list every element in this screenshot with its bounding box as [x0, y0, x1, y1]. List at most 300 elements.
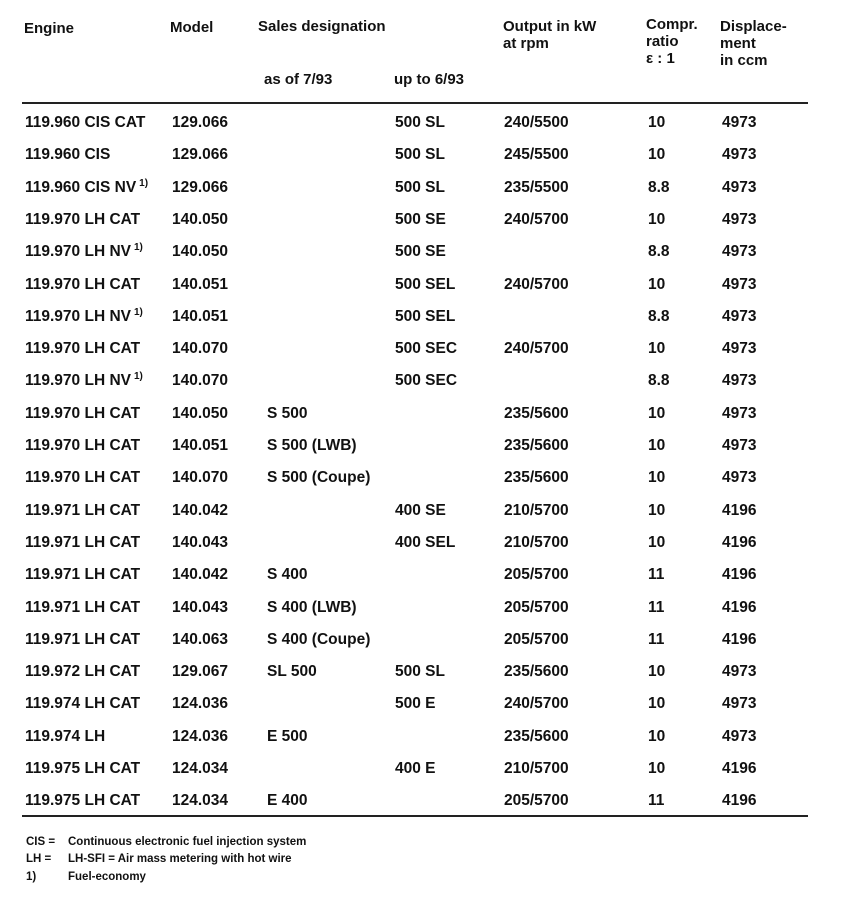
cell-model: [172, 437, 228, 454]
cell-displacement-text: 4973: [722, 469, 757, 487]
cell-as-of: [267, 566, 308, 583]
header-output: Output in kW at rpm: [503, 18, 597, 52]
cell-engine-text: 119.975 LH CAT: [25, 760, 141, 777]
cell-displacement: [722, 663, 756, 680]
cell-displacement: [722, 276, 756, 293]
cell-model-text: 140.042: [172, 566, 229, 584]
cell-compression-ratio-text: 11: [648, 630, 665, 648]
cell-model: [172, 308, 228, 325]
cell-engine: [25, 566, 140, 583]
cell-model: [172, 146, 228, 163]
header-sales-designation: Sales designation: [258, 18, 386, 35]
cell-output-text: 235/5600: [504, 437, 569, 454]
cell-output: [504, 728, 569, 745]
cell-model: [172, 695, 228, 712]
cell-model: [172, 599, 228, 616]
cell-compression-ratio: [648, 340, 665, 357]
cell-model-text: 140.070: [172, 469, 229, 487]
table-row: [22, 719, 808, 751]
cell-compression-ratio-text: 10: [648, 469, 666, 487]
cell-model-text: 129.067: [172, 663, 229, 681]
cell-displacement: [722, 728, 756, 745]
table-row: [22, 299, 808, 331]
cell-model-text: 140.051: [172, 437, 229, 454]
cell-up-to: [395, 502, 446, 519]
cell-model: [172, 792, 228, 809]
cell-output: [504, 695, 569, 712]
cell-displacement-text: 4973: [722, 178, 757, 196]
cell-as-of-text: S 500: [267, 404, 308, 422]
footnote-marker: 1): [133, 242, 143, 254]
cell-compression-ratio: [648, 663, 665, 680]
table-row: [22, 202, 808, 234]
cell-model: [172, 114, 228, 131]
cell-output-text: 240/5700: [504, 275, 569, 293]
cell-compression-ratio: [648, 308, 670, 325]
cell-up-to: [395, 114, 445, 131]
cell-displacement: [722, 760, 756, 777]
table-bottom-rule: [22, 815, 808, 817]
cell-up-to: [395, 243, 446, 260]
cell-displacement: [722, 243, 756, 260]
cell-engine: [25, 502, 140, 519]
cell-engine: [25, 728, 105, 745]
cell-output-text: 205/5700: [504, 598, 569, 616]
cell-output: [504, 663, 569, 680]
cell-engine: [25, 469, 140, 486]
cell-up-to: [395, 760, 436, 777]
cell-compression-ratio-text: 10: [648, 146, 666, 164]
cell-engine: [25, 405, 140, 422]
cell-model: [172, 340, 228, 357]
cell-output: [504, 405, 569, 422]
table-row: [22, 622, 808, 654]
cell-model: [172, 469, 228, 486]
cell-engine-text: 119.960 CIS NV: [25, 178, 137, 196]
cell-engine: [25, 663, 140, 680]
cell-output-text: 235/5500: [504, 178, 569, 196]
cell-output: [504, 211, 569, 228]
cell-compression-ratio-text: 8.8: [648, 243, 670, 261]
cell-model-text: 140.063: [172, 630, 229, 648]
cell-engine: [25, 631, 140, 648]
cell-displacement: [722, 179, 756, 196]
header-rule: [22, 102, 808, 104]
cell-output-text: 240/5700: [504, 340, 569, 358]
legend-line: [26, 852, 292, 866]
cell-output-text: 235/5600: [504, 404, 569, 422]
cell-output: [504, 146, 569, 163]
cell-up-to: [395, 372, 457, 389]
cell-up-to-text: 500 SL: [395, 146, 445, 164]
cell-model-text: 140.050: [172, 243, 229, 261]
cell-up-to-text: 500 SE: [395, 210, 446, 228]
cell-engine-text: 119.970 LH CAT: [25, 404, 141, 422]
cell-output: [504, 599, 569, 616]
table-row: [22, 493, 808, 525]
cell-displacement: [722, 599, 756, 616]
cell-up-to-text: 500 SEC: [395, 372, 458, 390]
cell-engine: [25, 179, 148, 198]
cell-displacement-text: 4973: [722, 275, 757, 293]
cell-output: [504, 469, 569, 486]
cell-compression-ratio: [648, 437, 665, 454]
cell-displacement: [722, 566, 756, 583]
legend-line: [26, 870, 146, 884]
cell-engine-text: 119.971 LH CAT: [25, 566, 141, 584]
cell-compression-ratio: [648, 534, 665, 551]
cell-up-to: [395, 211, 446, 228]
cell-output-text: 205/5700: [504, 630, 569, 648]
cell-output: [504, 437, 569, 454]
cell-engine: [25, 792, 140, 809]
cell-engine: [25, 695, 140, 712]
cell-compression-ratio: [648, 276, 665, 293]
cell-as-of-text: SL 500: [267, 663, 317, 681]
cell-model-text: 140.050: [172, 404, 229, 422]
cell-compression-ratio-text: 10: [648, 501, 666, 519]
cell-output-text: 210/5700: [504, 760, 569, 777]
cell-displacement-text: 4196: [722, 598, 757, 616]
cell-compression-ratio: [648, 502, 665, 519]
cell-compression-ratio-text: 11: [648, 566, 665, 584]
cell-compression-ratio-text: 10: [648, 695, 666, 713]
cell-displacement-text: 4196: [722, 566, 757, 584]
cell-model-text: 129.066: [172, 114, 229, 131]
cell-output-text: 240/5700: [504, 210, 569, 228]
cell-model: [172, 276, 228, 293]
cell-engine: [25, 308, 143, 327]
cell-compression-ratio: [648, 469, 665, 486]
cell-displacement: [722, 695, 756, 712]
cell-as-of-text: S 500 (Coupe): [267, 469, 371, 487]
cell-model: [172, 243, 228, 260]
cell-as-of: [267, 663, 317, 680]
table-row: [22, 654, 808, 686]
cell-model-text: 140.043: [172, 533, 229, 551]
cell-up-to-text: 400 E: [395, 760, 436, 777]
cell-compression-ratio-text: 8.8: [648, 372, 670, 390]
cell-model-text: 140.042: [172, 501, 229, 519]
cell-engine-text: 119.974 LH CAT: [25, 695, 141, 713]
cell-as-of-text: S 400 (Coupe): [267, 630, 371, 648]
cell-up-to-text: 500 SEC: [395, 340, 458, 358]
header-compression-ratio: Compr. ratio ε : 1: [646, 16, 698, 67]
cell-compression-ratio-text: 8.8: [648, 178, 670, 196]
cell-as-of: [267, 469, 370, 486]
cell-up-to-text: 500 E: [395, 695, 436, 713]
cell-output-text: 235/5600: [504, 727, 569, 745]
cell-displacement-text: 4196: [722, 501, 757, 519]
cell-engine-text: 119.970 LH CAT: [25, 210, 141, 228]
cell-compression-ratio: [648, 695, 665, 712]
cell-displacement-text: 4196: [722, 533, 757, 551]
cell-output: [504, 760, 569, 777]
cell-displacement-text: 4196: [722, 760, 757, 777]
cell-engine-text: 119.975 LH CAT: [25, 792, 141, 810]
cell-model: [172, 760, 228, 777]
cell-engine: [25, 243, 143, 262]
cell-output: [504, 534, 569, 551]
legend-abbr: LH =: [26, 853, 52, 865]
cell-up-to: [395, 340, 457, 357]
cell-engine-text: 119.970 LH CAT: [25, 340, 141, 358]
cell-model: [172, 534, 228, 551]
cell-compression-ratio-text: 10: [648, 340, 666, 358]
cell-model-text: 124.036: [172, 727, 229, 745]
cell-displacement-text: 4973: [722, 372, 757, 390]
footnote-marker: 1): [139, 177, 149, 189]
cell-model-text: 140.070: [172, 372, 229, 390]
cell-engine: [25, 340, 140, 357]
cell-up-to-text: 500 SE: [395, 243, 446, 261]
cell-up-to-text: 500 SEL: [395, 307, 456, 325]
cell-model: [172, 631, 228, 648]
cell-up-to: [395, 695, 436, 712]
cell-up-to-text: 400 SE: [395, 501, 446, 519]
cell-output-text: 210/5700: [504, 533, 569, 551]
cell-displacement: [722, 211, 756, 228]
cell-output-text: 205/5700: [504, 566, 569, 584]
cell-engine-text: 119.971 LH CAT: [25, 533, 141, 551]
cell-model-text: 124.034: [172, 760, 229, 777]
cell-output: [504, 566, 569, 583]
cell-as-of-text: E 400: [267, 792, 308, 810]
cell-output-text: 210/5700: [504, 501, 569, 519]
cell-displacement-text: 4973: [722, 210, 757, 228]
cell-compression-ratio-text: 10: [648, 760, 666, 777]
cell-displacement: [722, 372, 756, 389]
cell-output-text: 240/5500: [504, 114, 569, 131]
cell-model-text: 129.066: [172, 178, 229, 196]
cell-displacement: [722, 469, 756, 486]
cell-output: [504, 631, 569, 648]
footnote-marker: 1): [133, 371, 143, 383]
cell-compression-ratio-text: 10: [648, 437, 666, 454]
cell-up-to: [395, 179, 445, 196]
table-row: [22, 234, 808, 266]
cell-output-text: 235/5600: [504, 469, 569, 487]
table-row: [22, 137, 808, 169]
cell-engine-text: 119.971 LH CAT: [25, 501, 141, 519]
cell-model: [172, 502, 228, 519]
legend-text: Continuous electronic fuel injection system: [68, 836, 307, 848]
cell-displacement-text: 4973: [722, 404, 757, 422]
cell-model-text: 129.066: [172, 146, 229, 164]
cell-displacement: [722, 792, 756, 809]
header-model: Model: [170, 19, 214, 36]
cell-up-to-text: 500 SL: [395, 114, 445, 131]
cell-up-to: [395, 663, 445, 680]
cell-up-to: [395, 308, 455, 325]
cell-displacement: [722, 502, 756, 519]
table-row: [22, 267, 808, 299]
cell-engine-text: 119.970 LH NV: [25, 243, 131, 261]
cell-compression-ratio: [648, 243, 670, 260]
cell-engine-text: 119.974 LH: [25, 727, 106, 745]
header-engine: Engine: [24, 20, 75, 37]
cell-as-of-text: E 500: [267, 727, 308, 745]
cell-engine: [25, 276, 140, 293]
cell-engine: [25, 534, 140, 551]
cell-as-of: [267, 599, 357, 616]
legend-abbr: CIS =: [26, 836, 56, 848]
cell-output: [504, 179, 569, 196]
cell-engine-text: 119.970 LH CAT: [25, 275, 141, 293]
table-row: [22, 428, 808, 460]
header-up-to: up to 6/93: [394, 71, 465, 88]
cell-compression-ratio-text: 10: [648, 533, 666, 551]
cell-displacement: [722, 405, 756, 422]
table-row: [22, 105, 808, 137]
cell-compression-ratio-text: 10: [648, 663, 666, 681]
cell-as-of: [267, 792, 308, 809]
table-row: [22, 363, 808, 395]
cell-output: [504, 792, 569, 809]
table-row: [22, 170, 808, 202]
cell-compression-ratio: [648, 146, 665, 163]
cell-engine: [25, 437, 140, 454]
cell-output-text: 235/5600: [504, 663, 569, 681]
cell-model-text: 140.051: [172, 275, 229, 293]
cell-compression-ratio: [648, 760, 665, 777]
cell-compression-ratio: [648, 566, 664, 583]
cell-displacement: [722, 437, 756, 454]
cell-compression-ratio-text: 8.8: [648, 307, 670, 325]
cell-displacement: [722, 534, 756, 551]
cell-up-to: [395, 534, 455, 551]
cell-output: [504, 114, 569, 131]
cell-up-to: [395, 146, 445, 163]
cell-model-text: 140.051: [172, 307, 229, 325]
cell-compression-ratio-text: 11: [648, 792, 665, 810]
cell-up-to-text: 400 SEL: [395, 533, 456, 551]
cell-output: [504, 340, 569, 357]
cell-as-of: [267, 728, 308, 745]
cell-compression-ratio-text: 10: [648, 210, 666, 228]
header-displacement: Displace- ment in ccm: [720, 18, 787, 69]
cell-output-text: 245/5500: [504, 146, 569, 164]
cell-up-to: [395, 276, 455, 293]
cell-displacement-text: 4973: [722, 307, 757, 325]
cell-displacement: [722, 114, 756, 131]
cell-displacement-text: 4973: [722, 727, 757, 745]
cell-compression-ratio: [648, 631, 664, 648]
cell-engine-text: 119.960 CIS CAT: [25, 114, 146, 131]
cell-displacement-text: 4973: [722, 695, 757, 713]
cell-engine-text: 119.970 LH CAT: [25, 469, 141, 487]
legend-text: LH-SFI = Air mass metering with hot wire: [68, 853, 292, 865]
table-row: [22, 590, 808, 622]
cell-compression-ratio: [648, 114, 665, 131]
cell-displacement: [722, 340, 756, 357]
cell-displacement-text: 4196: [722, 630, 757, 648]
cell-output-text: 240/5700: [504, 695, 569, 713]
cell-up-to-text: 500 SL: [395, 178, 445, 196]
cell-engine-text: 119.971 LH CAT: [25, 630, 141, 648]
cell-displacement-text: 4973: [722, 146, 757, 164]
cell-as-of-text: S 400: [267, 566, 308, 584]
cell-model: [172, 372, 228, 389]
cell-engine: [25, 211, 140, 228]
cell-compression-ratio: [648, 599, 664, 616]
cell-model: [172, 566, 228, 583]
cell-up-to-text: 500 SEL: [395, 275, 456, 293]
cell-engine: [25, 146, 110, 163]
cell-model-text: 140.043: [172, 598, 229, 616]
cell-output: [504, 276, 569, 293]
cell-output: [504, 502, 569, 519]
cell-up-to-text: 500 SL: [395, 663, 445, 681]
cell-model-text: 140.070: [172, 340, 229, 358]
cell-as-of: [267, 437, 357, 454]
header-as-of: as of 7/93: [264, 71, 333, 88]
cell-engine: [25, 372, 143, 391]
cell-engine-text: 119.970 LH NV: [25, 372, 131, 390]
legend-text: Fuel-economy: [68, 871, 146, 883]
cell-displacement-text: 4196: [722, 792, 757, 810]
cell-output-text: 205/5700: [504, 792, 569, 810]
cell-compression-ratio-text: 10: [648, 114, 666, 131]
table-row: [22, 783, 808, 815]
cell-model: [172, 405, 228, 422]
legend-line: [26, 835, 306, 849]
cell-as-of: [267, 631, 370, 648]
cell-engine-text: 119.960 CIS: [25, 146, 111, 164]
cell-compression-ratio: [648, 728, 665, 745]
cell-engine: [25, 760, 140, 777]
cell-engine-text: 119.970 LH CAT: [25, 437, 141, 454]
table-row: [22, 460, 808, 492]
table-row: [22, 751, 808, 783]
cell-model: [172, 179, 228, 196]
cell-model-text: 140.050: [172, 210, 229, 228]
cell-as-of-text: S 500 (LWB): [267, 437, 357, 454]
cell-displacement-text: 4973: [722, 243, 757, 261]
cell-model: [172, 211, 228, 228]
footnote-marker: 1): [133, 306, 143, 318]
table-row: [22, 396, 808, 428]
cell-as-of-text: S 400 (LWB): [267, 598, 357, 616]
cell-compression-ratio: [648, 405, 665, 422]
cell-model: [172, 728, 228, 745]
cell-displacement-text: 4973: [722, 437, 757, 454]
cell-displacement: [722, 146, 756, 163]
cell-engine: [25, 599, 140, 616]
legend-abbr: 1): [26, 871, 37, 883]
cell-model: [172, 663, 228, 680]
cell-compression-ratio-text: 10: [648, 727, 666, 745]
cell-compression-ratio: [648, 792, 664, 809]
cell-displacement-text: 4973: [722, 114, 757, 131]
cell-engine-text: 119.972 LH CAT: [25, 663, 141, 681]
cell-compression-ratio-text: 11: [648, 598, 665, 616]
cell-displacement: [722, 308, 756, 325]
cell-model-text: 124.034: [172, 792, 229, 810]
cell-compression-ratio-text: 10: [648, 275, 666, 293]
cell-model-text: 124.036: [172, 695, 229, 713]
cell-engine: [25, 114, 145, 131]
cell-compression-ratio: [648, 372, 670, 389]
cell-displacement-text: 4973: [722, 663, 757, 681]
table-row: [22, 686, 808, 718]
cell-engine-text: 119.970 LH NV: [25, 307, 131, 325]
cell-compression-ratio: [648, 179, 670, 196]
table-row: [22, 525, 808, 557]
cell-compression-ratio-text: 10: [648, 404, 666, 422]
cell-as-of: [267, 405, 308, 422]
cell-displacement: [722, 631, 756, 648]
